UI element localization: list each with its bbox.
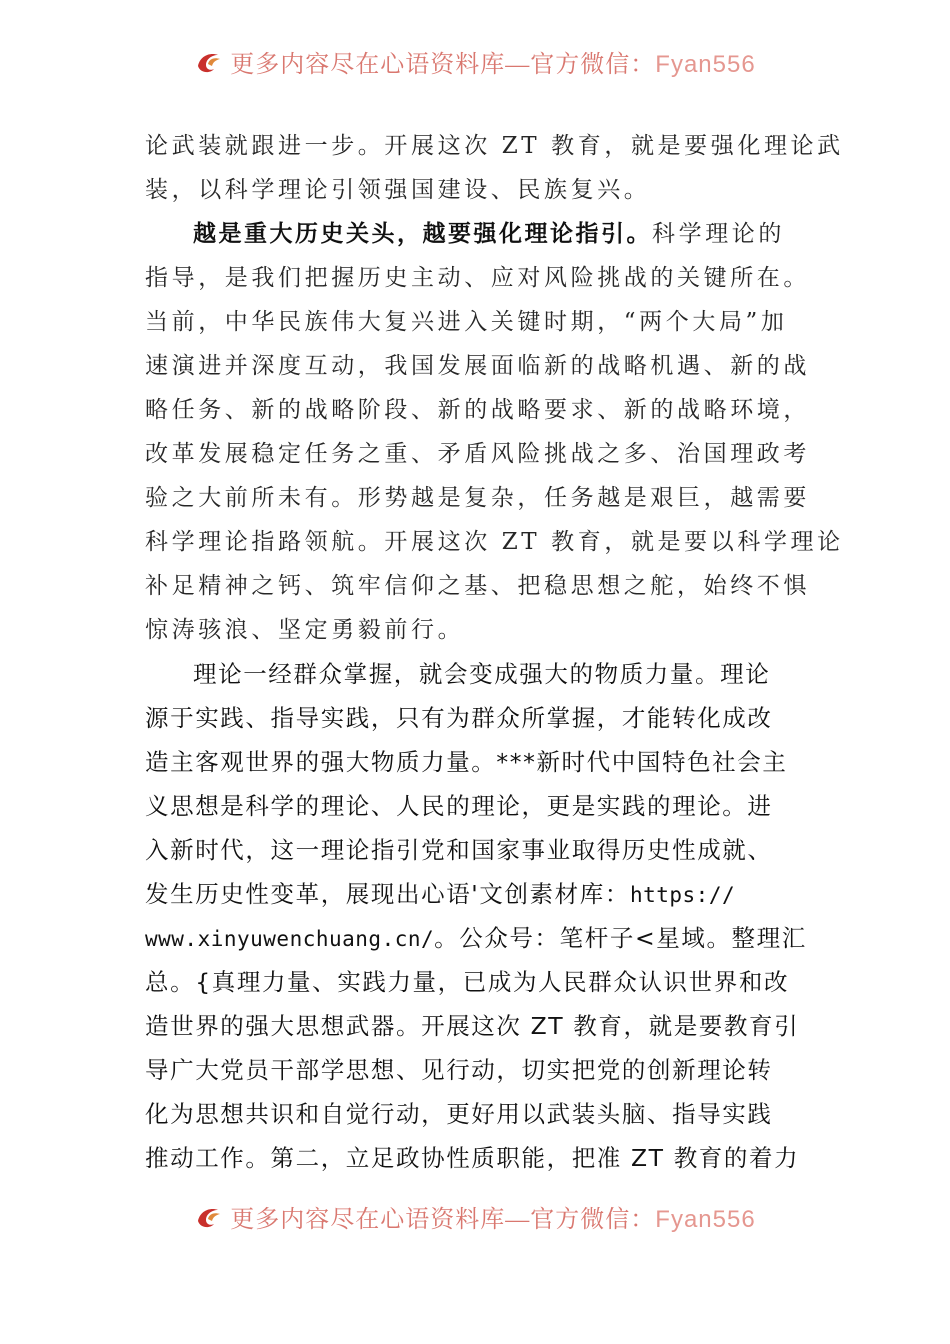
text-line: 略任务、新的战略阶段、新的战略要求、新的战略环境，: [145, 397, 810, 423]
paragraph-2: [145, 212, 844, 652]
text-line: 推动工作。第二，立足政协性质职能，把准 ZT 教育的着力: [145, 1144, 800, 1172]
text-line: 验之大前所未有。形势越是复杂，任务越是艰巨，越需要: [145, 485, 810, 511]
text-line: [145, 872, 810, 916]
url-text: https://: [629, 883, 736, 907]
text-line: 指导，是我们把握历史主动、应对风险挑战的关键所在。: [145, 265, 810, 291]
text-line: 入新时代，这一理论指引党和国家事业取得历史性成就、: [145, 836, 773, 864]
flame-swirl-logo-icon: [194, 50, 224, 76]
text-line: 速演进并深度互动，我国发展面临新的战略机遇、新的战: [145, 353, 810, 379]
text-line: 总。{真理力量、实践力量，已成为人民群众认识世界和改: [145, 968, 790, 996]
text-line: 义思想是科学的理论、人民的理论，更是实践的理论。进: [145, 792, 773, 820]
text-line: 科学理论指路领航。开展这次 ZT 教育，就是要以科学理论: [145, 529, 844, 555]
paragraph-1: [145, 124, 844, 212]
text-span: 。公众号：笔杆子<星域。整理汇: [434, 924, 807, 952]
watermark-id: Fyan556: [655, 1205, 756, 1233]
text-line: 造主客观世界的强大物质力量。***新时代中国特色社会主: [145, 748, 788, 776]
text-span: 发生历史性变革，展现出心语'文创素材库：: [145, 880, 630, 908]
url-text: www.xinyuwenchuang.cn/: [145, 927, 435, 951]
text-line: 改革发展稳定任务之重、矛盾风险挑战之多、治国理政考: [145, 441, 810, 467]
paragraph-lead-heading: 越是重大历史关头，越要强化理论指引。: [193, 220, 652, 247]
text-line: 补足精神之钙、筑牢信仰之基、把稳思想之舵，始终不惧: [145, 573, 810, 599]
watermark-text: 更多内容尽在心语资料库—官方微信：Fyan556: [230, 50, 756, 78]
text-span: 科学理论的: [652, 221, 785, 247]
text-line: 惊涛骇浪、坚定勇毅前行。: [145, 617, 465, 643]
text-line: [145, 916, 810, 960]
text-line: 源于实践、指导实践，只有为群众所掌握，才能转化成改: [145, 704, 773, 732]
text-line: 造世界的强大思想武器。开展这次 ZT 教育，就是要教育引: [145, 1012, 800, 1040]
document-body: [145, 124, 844, 1180]
footer-watermark: [0, 1205, 950, 1245]
text-line: 理论一经群众掌握，就会变成强大的物质力量。理论: [193, 660, 771, 688]
text-line: [145, 212, 810, 256]
watermark-text: 更多内容尽在心语资料库—官方微信：Fyan556: [230, 1205, 756, 1233]
header-watermark: [0, 50, 950, 90]
text-line: 论武装就跟进一步。开展这次 ZT 教育，就是要强化理论武: [145, 133, 844, 159]
paragraph-3: [145, 652, 810, 1180]
text-line: 化为思想共识和自觉行动，更好用以武装头脑、指导实践: [145, 1100, 773, 1128]
text-line: 当前，中华民族伟大复兴进入关键时期，“两个大局”加: [145, 309, 788, 335]
flame-swirl-logo-icon: [194, 1205, 224, 1231]
text-line: 装，以科学理论引领强国建设、民族复兴。: [145, 177, 651, 203]
watermark-id: Fyan556: [655, 50, 756, 78]
text-line: 导广大党员干部学思想、见行动，切实把党的创新理论转: [145, 1056, 773, 1084]
